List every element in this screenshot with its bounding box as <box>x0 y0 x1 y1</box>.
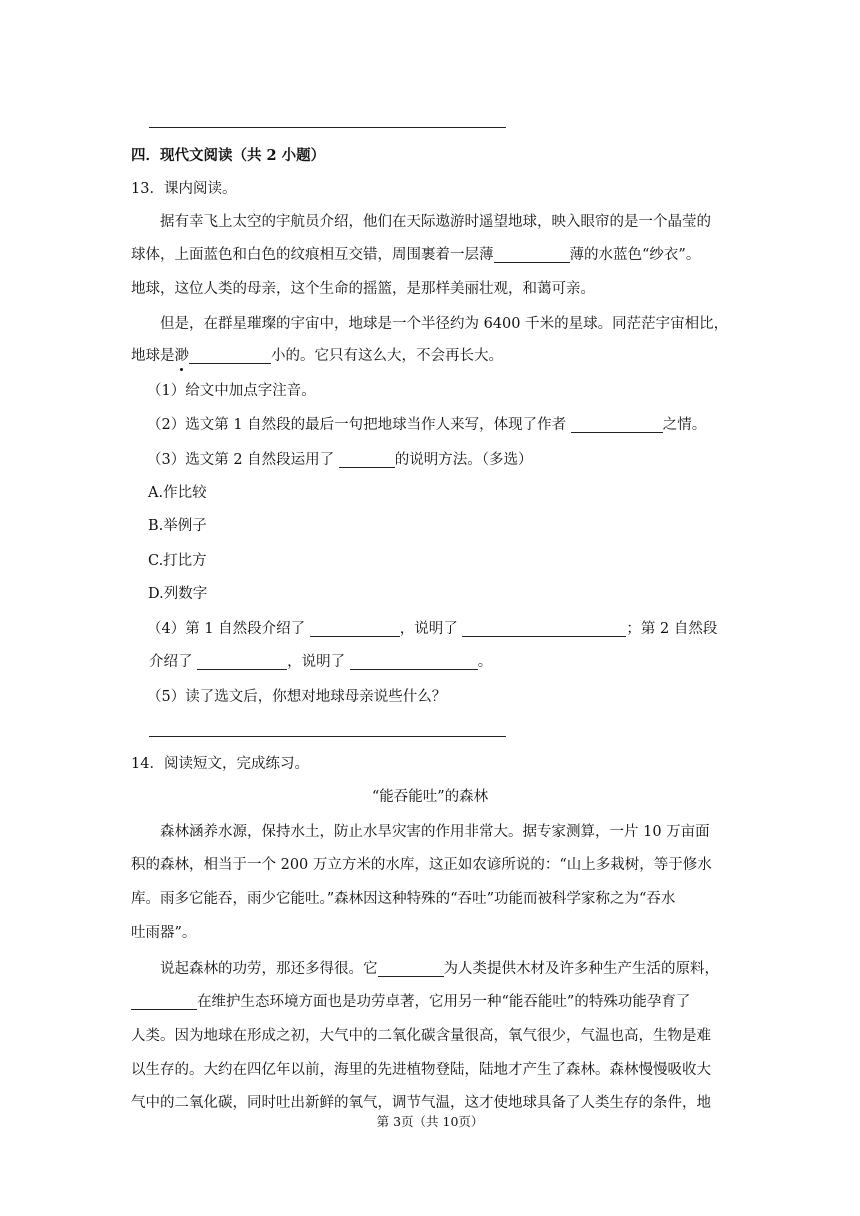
page-footer: 第 3页（共 10页） <box>376 1114 484 1129</box>
q14-passage-line: 森林涵养水源，保持水土，防止水旱灾害的作用非常大。据专家测算，一片 10 万亩面 <box>160 824 710 840</box>
q14-passage-line: 吐雨器”。 <box>131 925 197 941</box>
answer-line-q13-5[interactable] <box>149 736 506 737</box>
q13-sub2-text: （2）选文第 1 自然段的最后一句把地球当作人来写，体现了作者 <box>147 417 571 433</box>
q13-sub4-blank[interactable] <box>310 620 400 637</box>
q13-passage-line: 但是，在群星璀璨的宇宙中，地球是一个半径约为 6400 千米的星球。同茫茫宇宙相比， <box>160 316 729 332</box>
q13-passage-line <box>131 346 503 366</box>
q13-passage-text: 薄的水蓝色“纱衣”。 <box>569 247 701 263</box>
q13-sub4-text: 。 <box>477 654 493 670</box>
q13-passage-line <box>131 245 700 265</box>
q14-passage-line: 以生存的。大约在四亿年以前，海里的先进植物登陆，陆地才产生了森林。森林慢慢吸收大 <box>131 1062 711 1078</box>
q13-sub2-text: 之情。 <box>662 417 707 433</box>
q14-passage-text: 在维护生态环境方面也是功劳卓著，它用另一种“能吞能吐”的特殊功能孕育了 <box>197 994 691 1010</box>
q14-passage-text: 说起森林的功劳，那还多得很。它 <box>160 961 378 977</box>
pinyin-blank[interactable] <box>189 347 271 364</box>
q13-passage-line: 据有幸飞上太空的宇航员介绍，他们在天际遨游时遥望地球，映入眼帘的是一个晶莹的 <box>160 214 711 230</box>
option-d[interactable]: D.列数字 <box>148 586 208 602</box>
q13-passage-text: 小的。它只有这么大，不会再长大。 <box>271 348 503 364</box>
dotted-character: 渺 <box>174 348 189 364</box>
question-13-title: 13．课内阅读。 <box>131 181 237 197</box>
q13-sub4-text: ，说明了 <box>399 621 463 637</box>
q13-passage-text: 地球是 <box>131 348 175 364</box>
q14-passage-line <box>160 959 719 979</box>
option-a[interactable]: A.作比较 <box>148 485 207 501</box>
q13-sub4-blank[interactable] <box>197 653 287 670</box>
option-b[interactable]: B.举例子 <box>148 518 207 534</box>
q13-sub4-text: （4）第 1 自然段介绍了 <box>147 621 310 637</box>
q13-sub3-blank[interactable] <box>339 451 395 468</box>
q13-passage-text: 球体，上面蓝色和白色的纹痕相互交错，周围裹着一层薄 <box>131 247 494 263</box>
q13-sub4-text: ，说明了 <box>287 654 350 670</box>
q13-sub4-blank[interactable] <box>350 653 478 670</box>
q13-sub4-text: 介绍了 <box>149 654 198 670</box>
section-heading: 四．现代文阅读（共 2 小题） <box>131 147 326 164</box>
q14-passage-line <box>131 992 690 1012</box>
q14-passage-line: 气中的二氧化碳，同时吐出新鲜的氧气，调节气温，这才使地球具备了人类生存的条件，地 <box>131 1095 711 1111</box>
q13-sub-question-2 <box>147 415 706 435</box>
option-c[interactable]: C.打比方 <box>148 553 207 569</box>
q13-sub3-text: 的说明方法。（多选） <box>394 452 533 468</box>
q13-passage-blank[interactable] <box>494 246 570 263</box>
q13-sub-question-4-cont <box>149 652 492 672</box>
q14-passage-text: 为人类提供木材及许多种生产生活的原料， <box>443 961 719 977</box>
q14-passage-blank[interactable] <box>131 993 197 1010</box>
q13-sub-question-4 <box>147 619 717 639</box>
q13-passage-line: 地球，这位人类的母亲，这个生命的摇篮，是那样美丽壮观，和蔼可亲。 <box>131 281 595 297</box>
q14-passage-line: 积的森林，相当于一个 200 万立方米的水库，这正如农谚所说的：“山上多栽树，等于修水 <box>131 857 712 873</box>
question-14-title: 14．阅读短文，完成练习。 <box>131 756 309 772</box>
q13-sub4-blank[interactable] <box>462 620 626 637</box>
q13-sub-question-5: （5）读了选文后，你想对地球母亲说些什么？ <box>147 689 447 705</box>
answer-line-previous[interactable] <box>149 127 506 128</box>
q14-passage-blank[interactable] <box>378 960 444 977</box>
passage-title: “能吞能吐”的森林 <box>371 789 489 805</box>
q14-passage-line: 人类。因为地球在形成之初，大气中的二氧化碳含量很高，氧气很少，气温也高，生物是难 <box>131 1028 711 1044</box>
q13-sub4-text: ；第 2 自然段 <box>626 621 718 637</box>
q13-sub3-text: （3）选文第 2 自然段运用了 <box>147 452 339 468</box>
q13-sub-question-3 <box>147 450 533 470</box>
q13-sub-question-1: （1）给文中加点字注音。 <box>147 383 316 399</box>
q13-sub2-blank[interactable] <box>571 416 663 433</box>
q14-passage-line: 库。雨多它能吞，雨少它能吐。”森林因这种特殊的“吞吐”功能而被科学家称之为“吞水 <box>131 891 676 907</box>
